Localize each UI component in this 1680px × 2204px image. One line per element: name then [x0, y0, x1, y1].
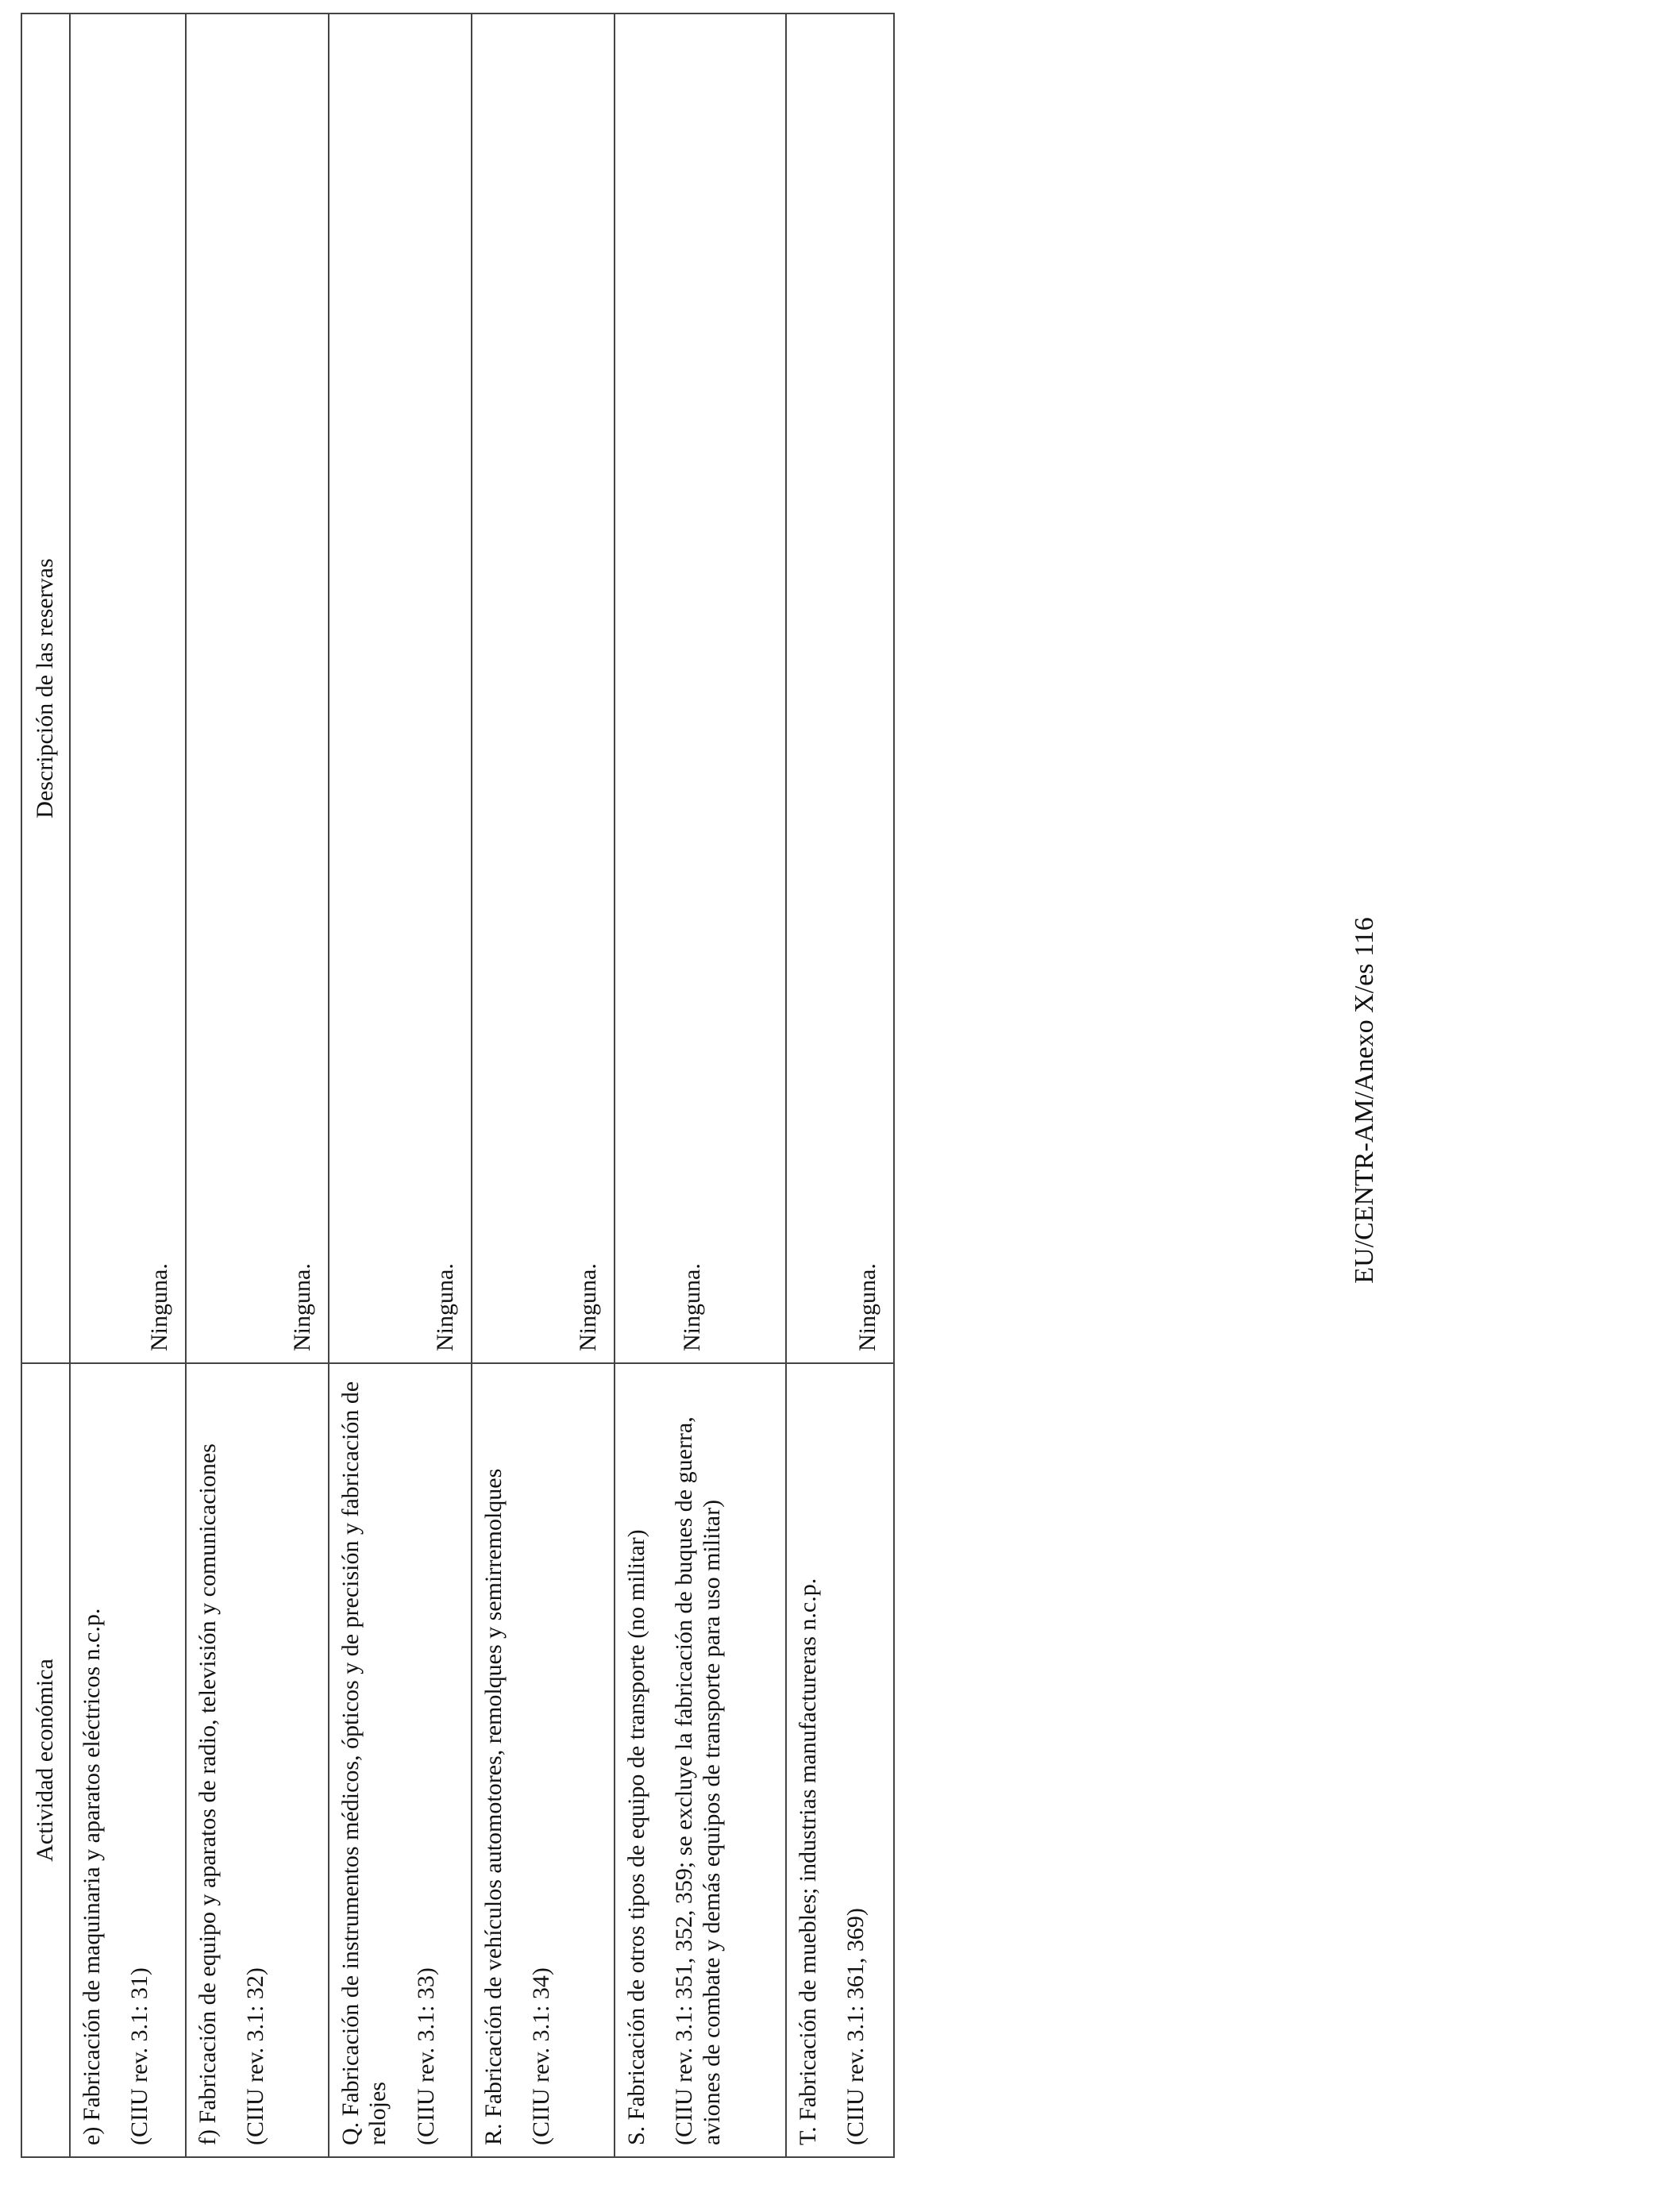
description-cell	[329, 13, 472, 1363]
reservations-table	[21, 13, 895, 2158]
activity-cell	[786, 1363, 894, 2157]
document-reference-footer: EU/CENTR-AM/Anexo X/es 116	[1350, 917, 1379, 1284]
activity-cell	[70, 1363, 186, 2157]
activity-title: e) Fabricación de maquinaria y aparatos eléctricos n.c.p.	[78, 1608, 105, 2145]
activity-title: f) Fabricación de equipo y aparatos de radio, televisión y comunicaciones	[194, 1443, 221, 2145]
table-row	[786, 13, 894, 2157]
activity-code: (CIIU rev. 3.1: 351, 352, 359; se excluye la fabricación de buques de guerra, aviones de combate y demás equipos de transporte para uso militar)	[671, 1416, 725, 2145]
activity-code: (CIIU rev. 3.1: 32)	[242, 1967, 268, 2145]
reservation-description: Ninguna.	[575, 1263, 601, 1351]
activity-cell	[186, 1363, 329, 2157]
description-cell	[615, 13, 786, 1363]
activity-code: (CIIU rev. 3.1: 31)	[126, 1967, 152, 2145]
reservation-description: Ninguna.	[678, 1263, 705, 1351]
reservation-description: Ninguna.	[432, 1263, 458, 1351]
table-row	[186, 13, 329, 2157]
activity-code: (CIIU rev. 3.1: 361, 369)	[842, 1908, 869, 2145]
description-cell	[472, 13, 615, 1363]
table-row	[615, 13, 786, 2157]
description-cell	[786, 13, 894, 1363]
reservation-description: Ninguna.	[854, 1263, 880, 1351]
activity-code: (CIIU rev. 3.1: 34)	[528, 1967, 554, 2145]
header-description: Descripción de las reservas	[21, 13, 70, 1363]
table-row	[329, 13, 472, 2157]
activity-cell	[329, 1363, 472, 2157]
activity-cell	[472, 1363, 615, 2157]
activity-title: Q. Fabricación de instrumentos médicos, ópticos y de precisión y fabricación de relojes	[337, 1381, 391, 2145]
description-cell	[186, 13, 329, 1363]
activity-title: S. Fabricación de otros tipos de equipo de transporte (no militar)	[622, 1529, 649, 2145]
reservation-description: Ninguna.	[289, 1263, 315, 1351]
header-activity: Actividad económica	[21, 1363, 70, 2157]
reservation-description: Ninguna.	[146, 1263, 172, 1351]
activity-code: (CIIU rev. 3.1: 33)	[412, 1967, 439, 2145]
table-row	[70, 13, 186, 2157]
activity-title: R. Fabricación de vehículos automotores, remolques y semirremolques	[480, 1468, 507, 2145]
description-cell	[70, 13, 186, 1363]
activity-cell	[615, 1363, 786, 2157]
table-row	[472, 13, 615, 2157]
table-header-row	[21, 13, 70, 2157]
activity-title: T. Fabricación de muebles; industrias manufactureras n.c.p.	[794, 1578, 821, 2145]
